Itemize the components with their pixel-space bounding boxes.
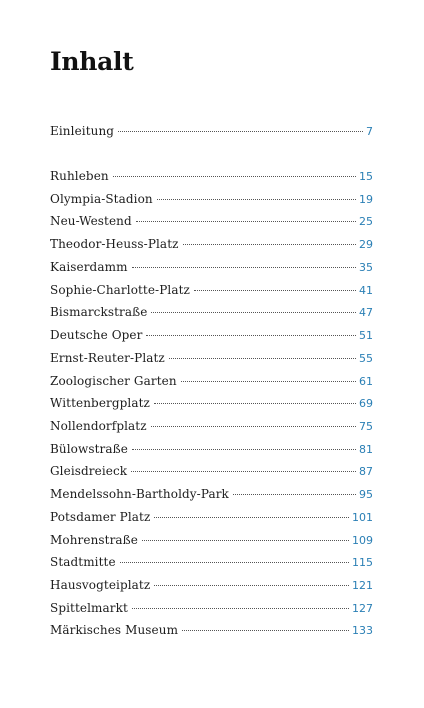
toc-page-number: 101: [352, 511, 373, 524]
toc-entry[interactable]: [50, 575, 373, 595]
dot-leader: [194, 290, 356, 291]
dot-leader: [142, 540, 349, 541]
toc-entry[interactable]: [50, 280, 373, 300]
toc-entry[interactable]: [50, 371, 373, 391]
toc-entry-label: Ernst-Reuter-Platz: [50, 351, 165, 365]
page-title: Inhalt: [50, 47, 134, 76]
toc-entry[interactable]: [50, 189, 373, 209]
toc-entry[interactable]: [50, 416, 373, 436]
toc-entry-label: Potsdamer Platz: [50, 510, 151, 524]
dot-leader: [120, 562, 349, 563]
toc-entry[interactable]: [50, 393, 373, 413]
toc-entry[interactable]: [50, 166, 373, 186]
toc-entry-label: Gleisdreieck: [50, 464, 128, 478]
toc-page-number: 35: [359, 261, 373, 274]
toc-entry-label: Kaiserdamm: [50, 260, 128, 274]
toc-entry-label: Deutsche Oper: [50, 328, 143, 342]
toc-entry-label: Zoologischer Garten: [50, 374, 177, 388]
toc-entry-label: Stadtmitte: [50, 555, 116, 569]
toc-page-number: 87: [359, 465, 373, 478]
toc-page-number: 95: [359, 488, 373, 501]
toc-page-number: 75: [359, 420, 373, 433]
toc-entry[interactable]: [50, 620, 373, 640]
toc-entry-label: Märkisches Museum: [50, 623, 179, 637]
toc-entry-label: Sophie-Charlotte-Platz: [50, 283, 190, 297]
toc-entry-label: Wittenbergplatz: [50, 396, 150, 410]
toc-entry[interactable]: [50, 461, 373, 481]
toc-entry[interactable]: [50, 530, 373, 550]
toc-page-number: 121: [352, 579, 373, 592]
dot-leader: [151, 426, 356, 427]
dot-leader: [131, 471, 356, 472]
toc-page-number: 47: [359, 306, 373, 319]
toc-entry-label: Bülowstraße: [50, 442, 128, 456]
dot-leader: [233, 494, 356, 495]
dot-leader: [154, 517, 349, 518]
toc-page-number: 109: [352, 534, 373, 547]
toc-entry[interactable]: [50, 439, 373, 459]
dot-leader: [154, 585, 349, 586]
toc-page-number: 81: [359, 443, 373, 456]
toc-entry[interactable]: [50, 234, 373, 254]
toc-page-number: 69: [359, 397, 373, 410]
dot-leader: [146, 335, 356, 336]
toc-page-number: 7: [366, 125, 373, 138]
toc-page-number: 133: [352, 624, 373, 637]
toc-entry[interactable]: [50, 211, 373, 231]
toc-entry[interactable]: [50, 325, 373, 345]
toc-page-number: 55: [359, 352, 373, 365]
dot-leader: [132, 267, 356, 268]
toc-entry[interactable]: [50, 552, 373, 572]
toc-entry-label: Olympia-Stadion: [50, 192, 153, 206]
toc-page-number: 15: [359, 170, 373, 183]
toc-entry[interactable]: [50, 257, 373, 277]
toc-entry-label: Mendelssohn-Bartholdy-Park: [50, 487, 229, 501]
toc-page-number: 127: [352, 602, 373, 615]
dot-leader: [118, 131, 363, 132]
toc-entry-label: Einleitung: [50, 124, 115, 138]
toc-entry-einleitung[interactable]: [50, 121, 373, 141]
dot-leader: [181, 381, 356, 382]
dot-leader: [169, 358, 356, 359]
toc-entry-label: Theodor-Heuss-Platz: [50, 237, 179, 251]
toc-entry-label: Ruhleben: [50, 169, 109, 183]
toc-entry[interactable]: [50, 598, 373, 618]
dot-leader: [157, 199, 356, 200]
toc-entry-label: Mohrenstraße: [50, 533, 138, 547]
dot-leader: [136, 221, 356, 222]
dot-leader: [154, 403, 356, 404]
dot-leader: [182, 630, 349, 631]
toc-entry-label: Neu-Westend: [50, 214, 132, 228]
toc-entry-label: Nollendorfplatz: [50, 419, 147, 433]
toc-page-number: 19: [359, 193, 373, 206]
dot-leader: [113, 176, 356, 177]
toc-entry-label: Spittelmarkt: [50, 601, 128, 615]
toc-page-number: 115: [352, 556, 373, 569]
toc-page-number: 61: [359, 375, 373, 388]
toc-entry[interactable]: [50, 302, 373, 322]
toc-page-number: 51: [359, 329, 373, 342]
dot-leader: [183, 244, 356, 245]
dot-leader: [132, 449, 356, 450]
toc-entry-label: Hausvogteiplatz: [50, 578, 151, 592]
toc-entry-label: Bismarckstraße: [50, 305, 148, 319]
dot-leader: [132, 608, 349, 609]
toc-entry[interactable]: [50, 348, 373, 368]
toc-page-number: 29: [359, 238, 373, 251]
toc-entry[interactable]: [50, 507, 373, 527]
toc-entry[interactable]: [50, 484, 373, 504]
toc-page-number: 41: [359, 284, 373, 297]
dot-leader: [151, 312, 356, 313]
toc-page-number: 25: [359, 215, 373, 228]
